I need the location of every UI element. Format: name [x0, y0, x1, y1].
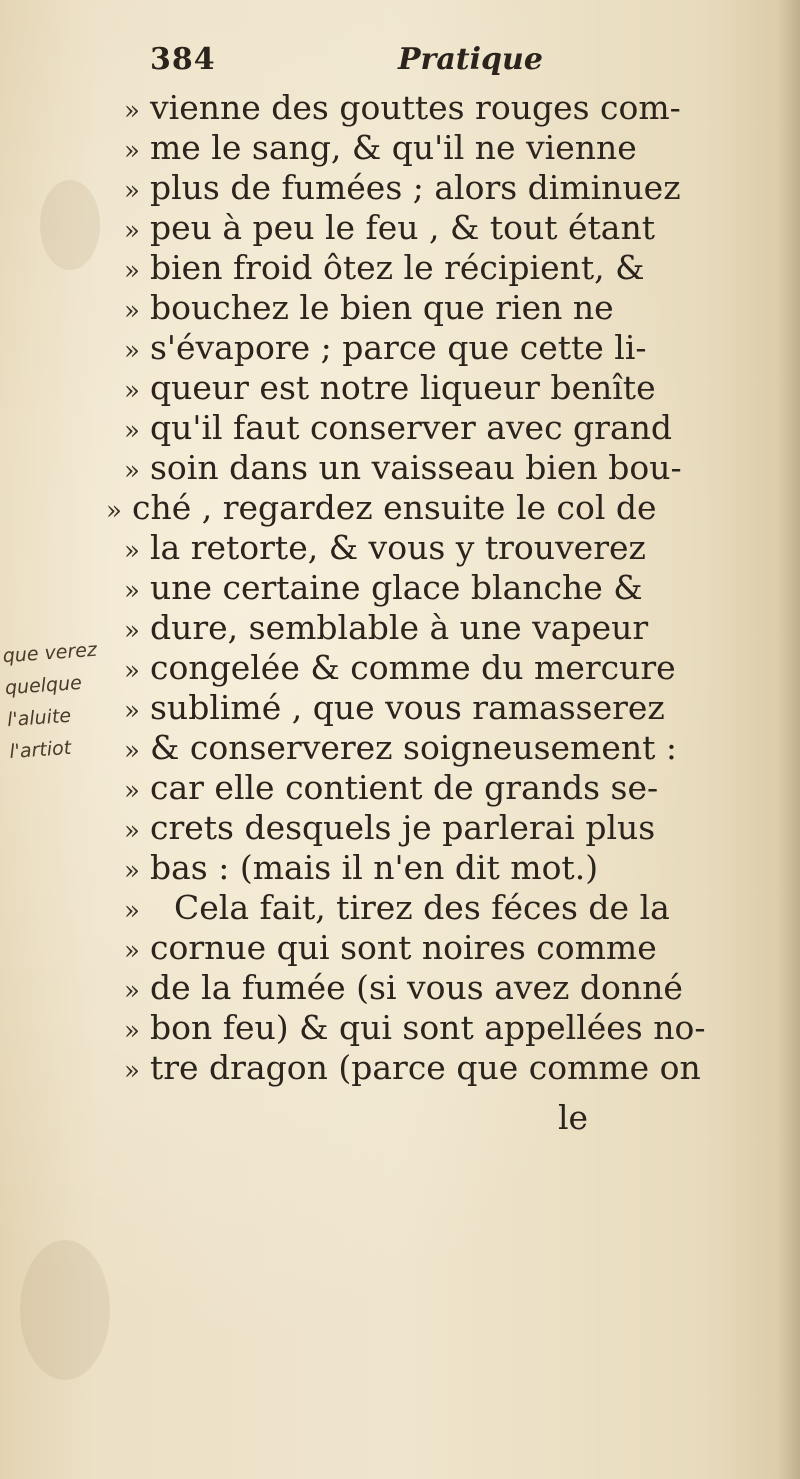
quote-mark: » [124, 96, 140, 126]
quote-mark: » [124, 976, 140, 1006]
line-text: cornue qui sont noires comme [150, 928, 657, 967]
line-text: plus de fumées ; alors diminuez [150, 168, 681, 207]
page-edge-shadow [778, 0, 800, 1479]
line-text: s'évapore ; parce que cette li- [150, 328, 647, 367]
text-line [90, 568, 770, 608]
text-line [90, 528, 770, 568]
text-line [90, 328, 770, 368]
text-line [90, 728, 770, 768]
text-line [90, 888, 770, 928]
quote-mark: » [124, 736, 140, 766]
line-text: queur est notre liqueur benîte [150, 368, 656, 407]
text-line [90, 488, 770, 528]
text-line [90, 288, 770, 328]
running-head: Pratique [398, 42, 543, 77]
quote-mark: » [124, 256, 140, 286]
text-line [90, 128, 770, 168]
text-line [90, 408, 770, 448]
line-text: une certaine glace blanche & [150, 568, 643, 607]
margin-note-line: que verez [2, 638, 98, 668]
quote-mark: » [124, 336, 140, 366]
quote-mark: » [124, 856, 140, 886]
quote-mark: » [124, 176, 140, 206]
line-text: & conserverez soigneusement : [150, 728, 677, 767]
line-text: car elle contient de grands se- [150, 768, 659, 807]
line-text: bas : (mais il n'en dit mot.) [150, 848, 599, 887]
quote-mark: » [124, 1016, 140, 1046]
line-text: bon feu) & qui sont appellées no- [150, 1008, 706, 1047]
text-line [90, 928, 770, 968]
line-text: la retorte, & vous y trouverez [150, 528, 646, 567]
quote-mark: » [124, 656, 140, 686]
quote-mark: » [124, 896, 140, 926]
quote-mark: » [124, 816, 140, 846]
margin-note-line: quelque [4, 671, 83, 700]
handwritten-margin-note [2, 632, 131, 768]
margin-note-line: l'artiot [8, 736, 72, 764]
line-text: vienne des gouttes rouges com- [150, 88, 681, 127]
line-text: congelée & comme du mercure [150, 648, 676, 687]
text-line [90, 968, 770, 1008]
text-line [90, 648, 770, 688]
line-text: me le sang, & qu'il ne vienne [150, 128, 637, 167]
text-line [90, 688, 770, 728]
line-text: bouchez le bien que rien ne [150, 288, 614, 327]
text-line [90, 808, 770, 848]
quote-mark: » [124, 1056, 140, 1086]
quote-mark: » [124, 136, 140, 166]
text-line [90, 768, 770, 808]
quote-mark: » [124, 536, 140, 566]
text-line [90, 88, 770, 128]
quote-mark: » [124, 936, 140, 966]
line-text: qu'il faut conserver avec grand [150, 408, 672, 447]
quote-mark: » [124, 216, 140, 246]
text-line [90, 168, 770, 208]
line-text: Cela fait, tirez des féces de la [174, 888, 670, 927]
margin-note-line: l'aluite [6, 704, 72, 732]
text-line [90, 208, 770, 248]
line-text: de la fumée (si vous avez donné [150, 968, 683, 1007]
quote-mark: » [124, 576, 140, 606]
text-line [90, 248, 770, 288]
text-line [90, 448, 770, 488]
line-text: tre dragon (parce que comme on [150, 1048, 701, 1087]
quote-mark: » [124, 696, 140, 726]
quote-mark: » [124, 776, 140, 806]
catchword: le [558, 1098, 589, 1137]
page-number: 384 [150, 42, 216, 77]
quote-mark: » [124, 616, 140, 646]
text-line [90, 608, 770, 648]
text-line [90, 1008, 770, 1048]
page-header [150, 42, 570, 82]
line-text: crets desquels je parlerai plus [150, 808, 656, 847]
quote-mark: » [124, 416, 140, 446]
line-text: sublimé , que vous ramasserez [150, 688, 665, 727]
quote-mark: » [124, 296, 140, 326]
text-line [90, 1048, 770, 1088]
line-text: bien froid ôtez le récipient, & [150, 248, 645, 287]
quote-mark: » [124, 376, 140, 406]
body-text [90, 88, 770, 1088]
text-line [90, 368, 770, 408]
paper-stain [20, 1240, 110, 1380]
line-text: soin dans un vaisseau bien bou- [150, 448, 682, 487]
line-text: peu à peu le feu , & tout étant [150, 208, 655, 247]
line-text: ché , regardez ensuite le col de [132, 488, 657, 527]
text-line [90, 848, 770, 888]
quote-mark: » [106, 496, 122, 526]
line-text: dure, semblable à une vapeur [150, 608, 649, 647]
quote-mark: » [124, 456, 140, 486]
